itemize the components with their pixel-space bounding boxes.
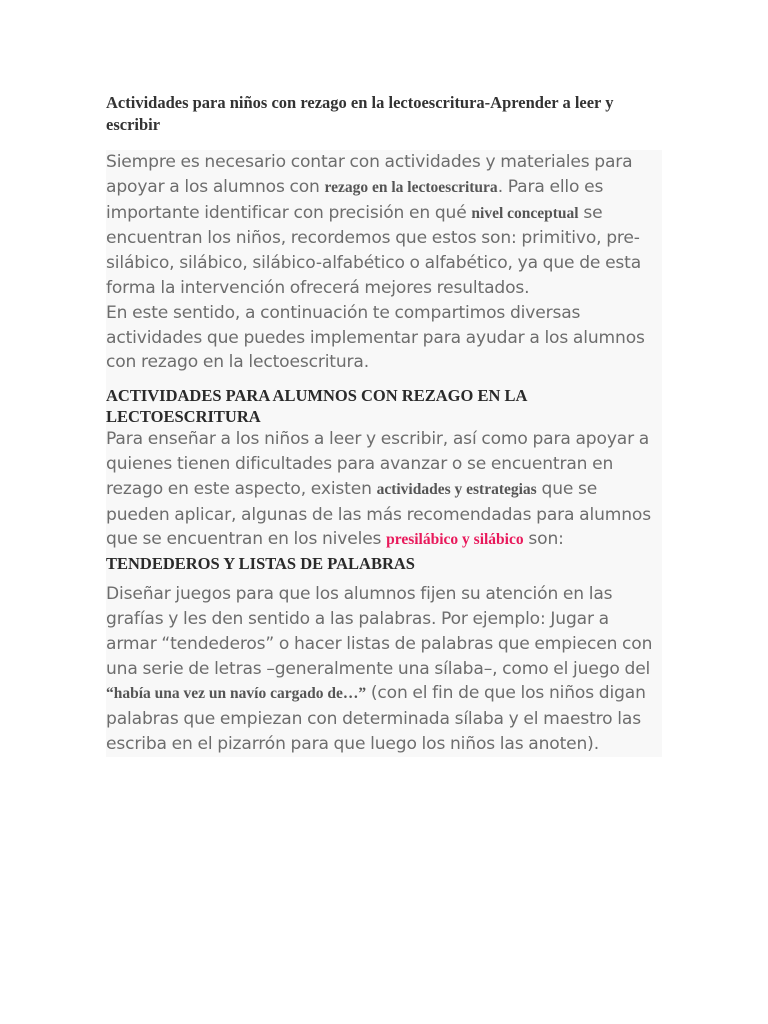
- section-tendederos-heading: TENDEDEROS Y LISTAS DE PALABRAS: [106, 554, 415, 574]
- activities-bold-strategies: actividades y estrategias: [376, 480, 537, 498]
- activities-text-c: que se pueden aplicar, algunas de las más recomendadas para alumnos que se encuentran en los niveles: [106, 478, 652, 550]
- activities-text-a: Para enseñar a los niños a leer y escribir, así como para apoyar a quienes tienen dificultades para avanzar o se encuentran en rezago en este aspecto, existen: [106, 429, 650, 499]
- intro-text-c: . Para ello es importante identificar con precisión en qué: [106, 176, 604, 223]
- section-activities-heading: ACTIVIDADES PARA ALUMNOS CON REZAGO EN LA LECTOESCRITURA: [106, 386, 527, 427]
- section-tendederos-paragraph: [106, 582, 662, 757]
- document-title: Actividades para niños con rezago en la lectoescritura-Aprender a leer y escribir: [106, 93, 614, 134]
- spacer: [106, 375, 662, 385]
- section-activities-paragraph: [106, 427, 662, 553]
- activities-text-e: son:: [523, 529, 564, 550]
- intro-text-e: se encuentran los niños, recordemos que estos son: primitivo, pre-silábico, silábico, silábico-alfabético o alfabético, ya que de esta forma la intervención ofrecerá mejores resultados.: [106, 202, 642, 298]
- intro-bold-rezago: rezago en la lectoescritura: [324, 178, 498, 196]
- tendederos-text-c: (con el fin de que los niños digan palabras que empiezan con determinada sílaba y el maestro las escriba en el pizarrón para que luego los niños las anoten).: [106, 683, 646, 754]
- section-activities: [106, 385, 662, 757]
- activities-highlight-levels: presilábico y silábico: [386, 531, 524, 549]
- intro-text-a: Siempre es necesario contar con actividades y materiales para apoyar a los alumnos con: [106, 152, 633, 197]
- tendederos-text-a: Diseñar juegos para que los alumnos fijen su atención en las grafías y les den sentido a las palabras. Por ejemplo: Jugar a armar “tendederos” o hacer listas de palabras que empiecen con una serie de letras –generalmente una sílaba–, como el juego del: [106, 584, 653, 679]
- intro-paragraph-2: En este sentido, a continuación te compartimos diversas actividades que puedes implementar para ayudar a los alumnos con rezago en la lectoescritura.: [106, 302, 645, 373]
- intro-block: [106, 150, 662, 375]
- document-page: [106, 92, 662, 757]
- intro-bold-nivel: nivel conceptual: [471, 204, 579, 222]
- tendederos-bold-navio: “había una vez un navío cargado de…”: [106, 685, 367, 703]
- intro-paragraph-1: [106, 150, 662, 301]
